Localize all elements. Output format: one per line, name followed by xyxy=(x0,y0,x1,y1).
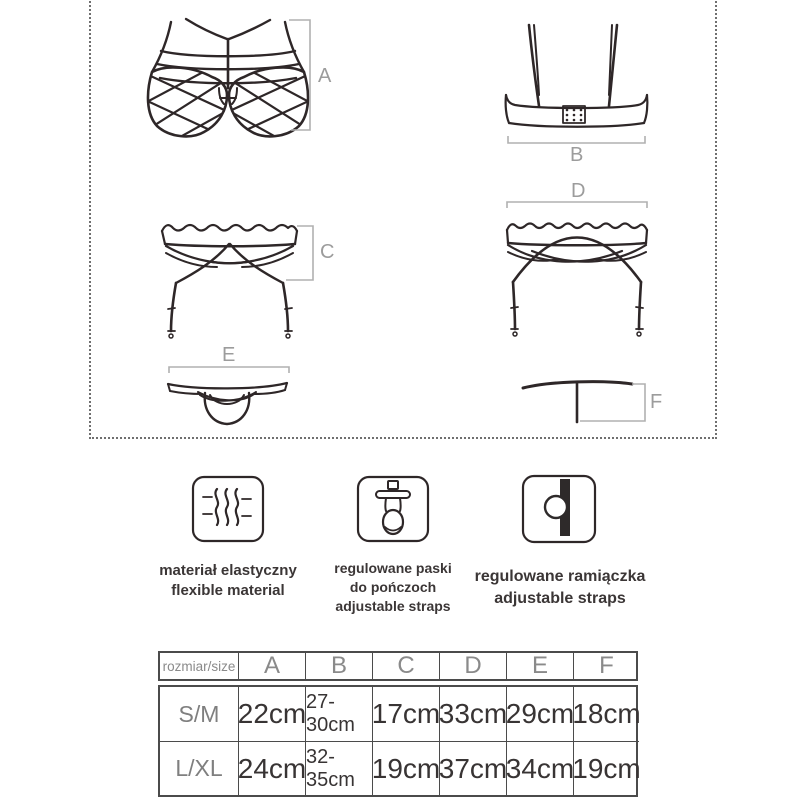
garter-front-drawing xyxy=(162,225,297,338)
col-header-e: E xyxy=(506,653,573,679)
bra-front-drawing xyxy=(120,19,336,156)
measure-f-label: F xyxy=(650,391,663,413)
col-header-b: B xyxy=(305,653,372,679)
bra-back-drawing xyxy=(506,25,648,127)
adjustable-strap-icon xyxy=(520,473,598,545)
table-cell: 24cm xyxy=(238,741,305,795)
panties-front-drawing xyxy=(168,383,287,424)
table-cell: 32-35cm xyxy=(305,741,372,795)
caption-line: do pończoch xyxy=(349,579,437,595)
table-cell: 19cm xyxy=(573,741,639,795)
col-header-c: C xyxy=(372,653,439,679)
elastic-material-caption xyxy=(128,561,328,601)
table-cell: 34cm xyxy=(506,741,573,795)
measure-a-label: A xyxy=(318,65,332,87)
col-header-a: A xyxy=(238,653,305,679)
caption-line: regulowane ramiączka xyxy=(474,568,646,585)
table-cell: 29cm xyxy=(506,687,573,741)
adjustable-straps-caption xyxy=(440,566,680,610)
measure-e-bracket xyxy=(169,344,289,373)
garter-clip-icon xyxy=(355,473,431,545)
size-table-body xyxy=(158,685,641,797)
col-header-f: F xyxy=(573,653,639,679)
table-cell: 17cm xyxy=(372,687,439,741)
measure-c-label: C xyxy=(320,241,335,263)
measure-e-label: E xyxy=(222,344,236,366)
table-cell: 18cm xyxy=(573,687,639,741)
caption-line: adjustable straps xyxy=(494,590,626,607)
caption-line: materiał elastyczny xyxy=(159,562,297,579)
panties-back-drawing xyxy=(523,382,632,422)
measure-d-bracket xyxy=(507,180,647,208)
caption-line: regulowane paski xyxy=(334,560,452,576)
size-table xyxy=(158,651,641,797)
table-cell: 33cm xyxy=(439,687,506,741)
row-size-label: L/XL xyxy=(160,741,238,795)
elastic-material-icon xyxy=(190,473,266,545)
size-table-header xyxy=(158,651,638,681)
table-cell: 27-30cm xyxy=(305,687,372,741)
caption-line: adjustable straps xyxy=(335,598,451,614)
garter-back-drawing xyxy=(507,224,647,337)
table-corner-label: rozmiar/size xyxy=(162,658,236,674)
col-header-d: D xyxy=(439,653,506,679)
row-size-label: S/M xyxy=(178,700,220,727)
measure-b-bracket xyxy=(508,136,645,166)
table-cell: 19cm xyxy=(372,741,439,795)
measure-d-label: D xyxy=(571,180,586,202)
table-cell: 22cm xyxy=(238,687,305,741)
measure-b-label: B xyxy=(570,144,584,166)
table-cell: 37cm xyxy=(439,741,506,795)
measure-f-bracket xyxy=(580,384,662,421)
measure-a-bracket xyxy=(289,20,332,130)
caption-line: flexible material xyxy=(171,582,285,599)
